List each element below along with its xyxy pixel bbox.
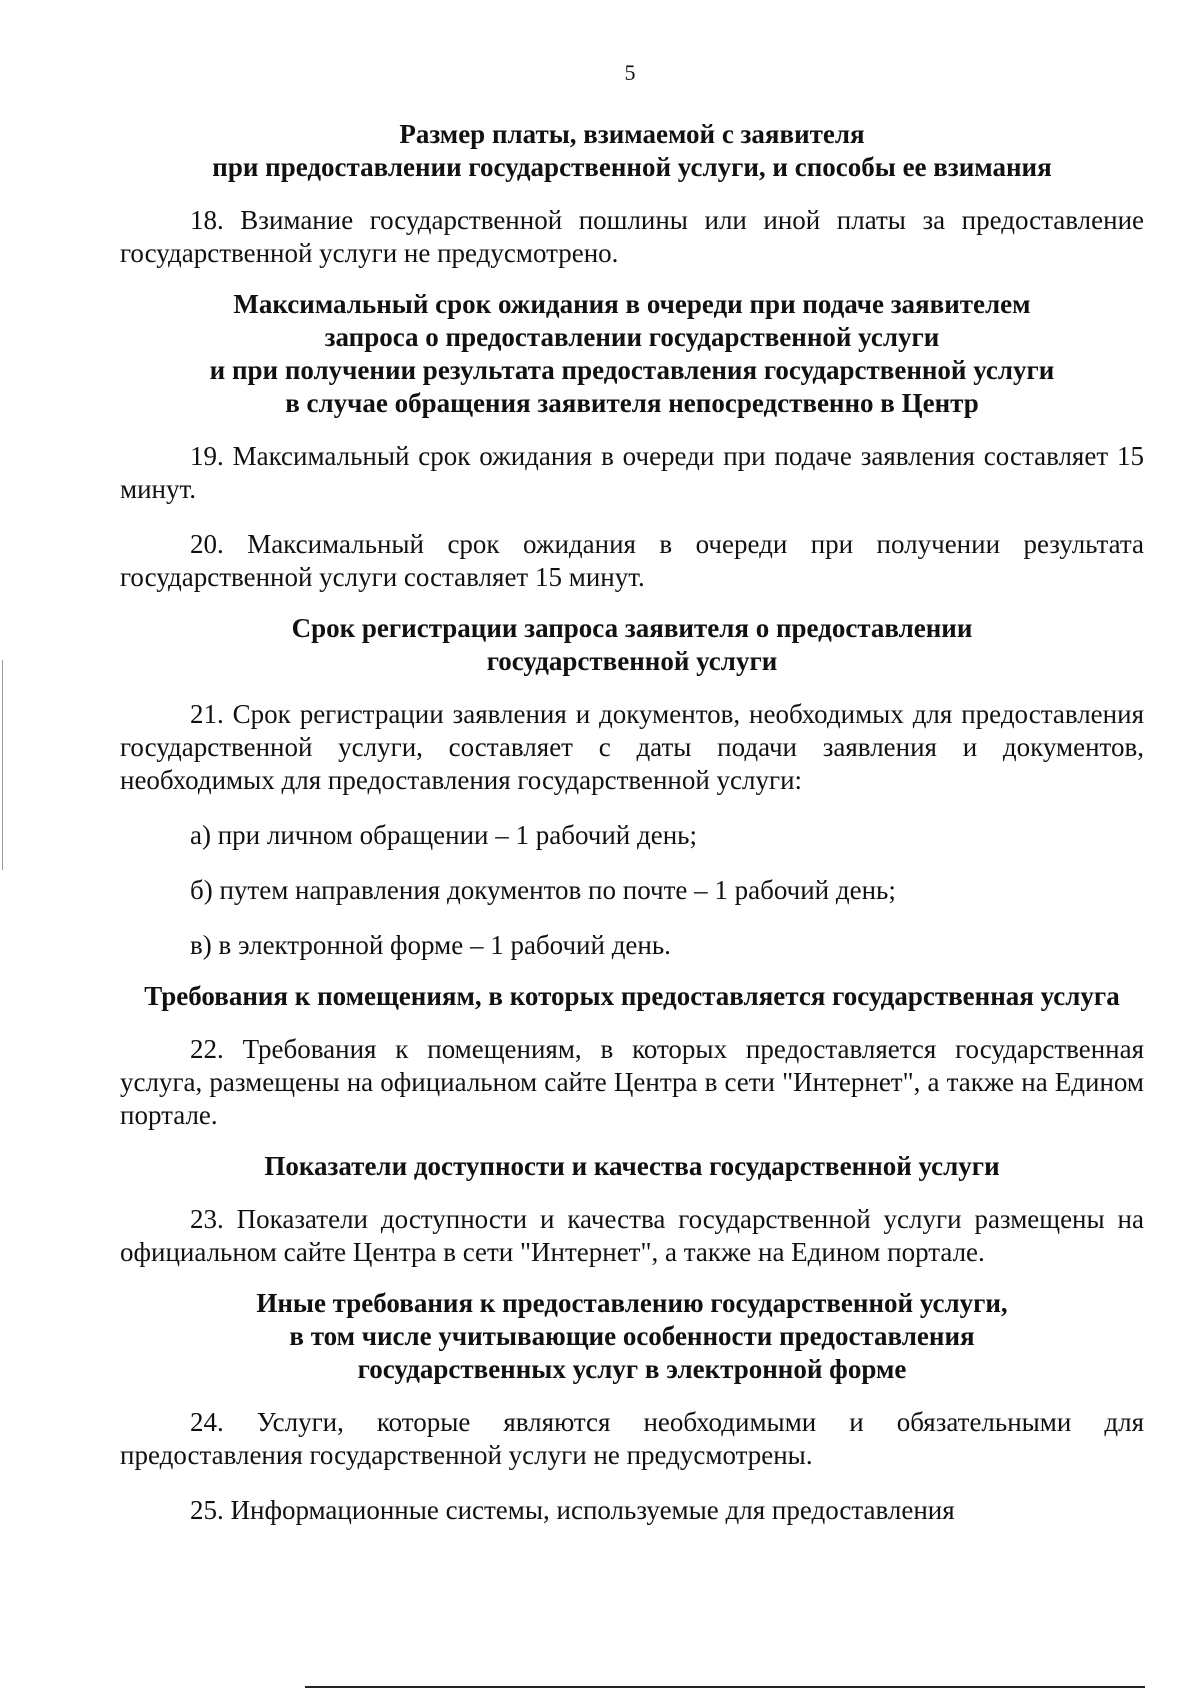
list-item-c: в) в электронной форме – 1 рабочий день.	[190, 930, 671, 960]
bottom-rule	[305, 1686, 1145, 1688]
heading-line: в случае обращения заявителя непосредственно в Центр	[285, 388, 979, 418]
paragraph-25: 25. Информационные системы, используемые для предоставления	[190, 1495, 955, 1525]
heading-line: в том числе учитывающие особенности предоставления	[289, 1321, 975, 1351]
list-item-b: б) путем направления документов по почте – 1 рабочий день;	[190, 875, 896, 905]
heading-line: при предоставлении государственной услуги, и способы ее взимания	[212, 152, 1052, 182]
section-heading	[120, 1150, 1144, 1183]
paragraph-22: 22. Требования к помещениям, в которых предоставляется государственная услуга, размещены на официальном сайте Центра в сети "Интернет", а также на Едином портале.	[120, 1034, 1144, 1130]
scan-margin-mark	[2, 660, 3, 870]
section-heading	[120, 612, 1144, 678]
page-number: 5	[624, 60, 636, 85]
document-body	[120, 118, 1144, 1527]
heading-line: Срок регистрации запроса заявителя о предоставлении	[291, 613, 973, 643]
paragraph-20: 20. Максимальный срок ожидания в очереди при получении результата государственной услуги составляет 15 минут.	[120, 529, 1144, 592]
list-item-a: а) при личном обращении – 1 рабочий день;	[190, 820, 697, 850]
section-heading	[120, 1287, 1144, 1386]
heading-line: государственных услуг в электронной форме	[357, 1354, 907, 1384]
paragraph-19: 19. Максимальный срок ожидания в очереди при подаче заявления составляет 15 минут.	[120, 441, 1144, 504]
section-heading	[120, 288, 1144, 420]
paragraph-21: 21. Срок регистрации заявления и документов, необходимых для предоставления государственной услуги, составляет с даты подачи заявления и документов, необходимых для предоставления государственной услуги:	[120, 699, 1144, 795]
heading-line: государственной услуги	[486, 646, 778, 676]
heading-line: Иные требования к предоставлению государственной услуги,	[256, 1288, 1008, 1318]
heading-line: и при получении результата предоставления государственной услуги	[209, 355, 1055, 385]
paragraph-23: 23. Показатели доступности и качества государственной услуги размещены на официальном сайте Центра в сети "Интернет", а также на Едином портале.	[120, 1204, 1144, 1267]
paragraph-18: 18. Взимание государственной пошлины или иной платы за предоставление государственной услуги не предусмотрено.	[120, 205, 1144, 268]
heading-line: Размер платы, взимаемой с заявителя	[399, 119, 865, 149]
section-heading	[120, 118, 1144, 184]
paragraph-24: 24. Услуги, которые являются необходимыми и обязательными для предоставления государственной услуги не предусмотрены.	[120, 1407, 1144, 1470]
heading-line: Максимальный срок ожидания в очереди при подаче заявителем	[233, 289, 1031, 319]
heading-line: Показатели доступности и качества государственной услуги	[264, 1151, 1000, 1181]
heading-line: Требования к помещениям, в которых предоставляется государственная услуга	[144, 981, 1120, 1011]
heading-line: запроса о предоставлении государственной услуги	[324, 322, 940, 352]
section-heading	[120, 980, 1144, 1013]
